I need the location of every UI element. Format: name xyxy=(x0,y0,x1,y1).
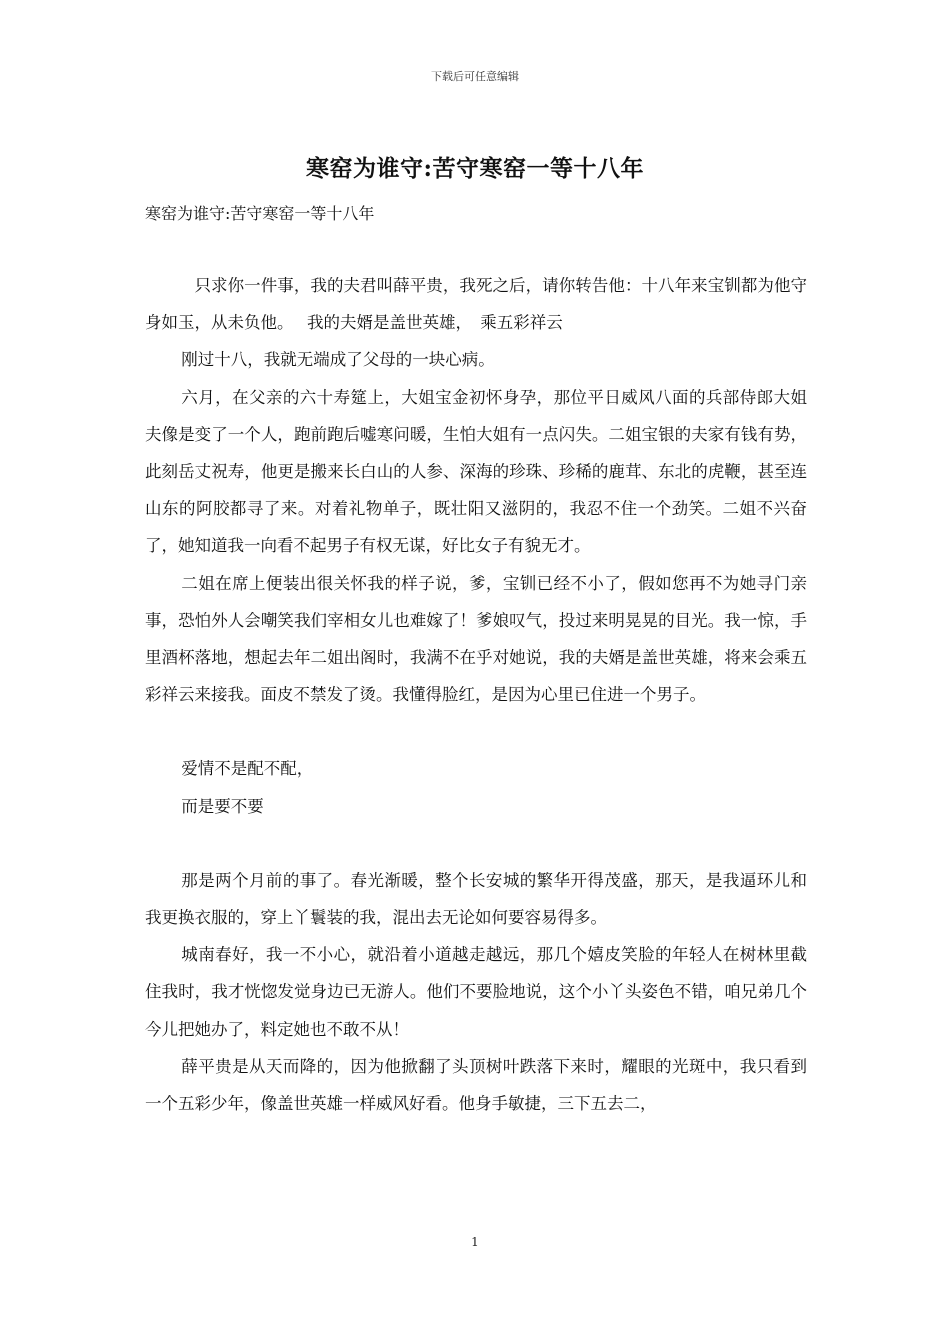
paragraph: 二姐在席上便装出很关怀我的样子说，爹，宝钏已经不小了，假如您再不为她寻门亲事，恐怕外人会嘲笑我们宰相女儿也难嫁了！爹娘叹气，投过来明晃晃的目光。我一惊，手里酒杯落地，想起去年二姐出阁时，我满不在乎对她说，我的夫婿是盖世英雄，将来会乘五彩祥云来接我。面皮不禁发了烫。我懂得脸红，是因为心里已住进一个男子。 xyxy=(145,573,807,705)
document-body xyxy=(145,267,807,1122)
paragraph-spacer xyxy=(145,825,807,862)
document-subtitle: 寒窑为谁守:苦守寒窑一等十八年 xyxy=(145,204,375,223)
paragraph: 爱情不是配不配， xyxy=(181,759,314,779)
header-note: 下载后可任意编辑 xyxy=(431,70,519,83)
paragraph-spacer xyxy=(145,713,807,750)
paragraph: 而是要不要 xyxy=(181,796,264,816)
paragraph: 城南春好，我一不小心，就沿着小道越走越远，那几个嬉皮笑脸的年轻人在树林里截住我时，我才恍惚发觉身边已无游人。他们不要脸地说，这个小丫头姿色不错，咱兄弟几个今儿把她办了，料定她也不敢不从！ xyxy=(145,945,807,1039)
document-title: 寒窑为谁守:苦守寒窑一等十八年 xyxy=(306,155,644,182)
paragraph: 刚过十八，我就无端成了父母的一块心病。 xyxy=(181,350,495,370)
paragraph: 薛平贵是从天而降的，因为他掀翻了头顶树叶跌落下来时，耀眼的光斑中，我只看到一个五彩少年，像盖世英雄一样威风好看。他身手敏捷，三下五去二， xyxy=(145,1056,807,1114)
paragraph: 只求你一件事，我的夫君叫薛平贵，我死之后，请你转告他：十八年来宝钏都为他守身如玉，从未负他。 我的夫婿是盖世英雄， 乘五彩祥云 xyxy=(145,276,807,333)
page-number: 1 xyxy=(471,1235,479,1249)
paragraph: 那是两个月前的事了。春光渐暖，整个长安城的繁华开得茂盛，那天，是我逼环儿和我更换衣服的，穿上丫鬟装的我，混出去无论如何要容易得多。 xyxy=(145,870,807,928)
paragraph: 六月，在父亲的六十寿筵上，大姐宝金初怀身孕，那位平日威风八面的兵部侍郎大姐夫像是变了一个人，跑前跑后嘘寒问暖，生怕大姐有一点闪失。二姐宝银的夫家有钱有势，此刻岳丈祝寿，他更是搬来长白山的人参、深海的珍珠、珍稀的鹿茸、东北的虎鞭，甚至连山东的阿胶都寻了来。对着礼物单子，既壮阳又滋阴的，我忍不住一个劲笑。二姐不兴奋了，她知道我一向看不起男子有权无谋，好比女子有貌无才。 xyxy=(145,387,807,556)
